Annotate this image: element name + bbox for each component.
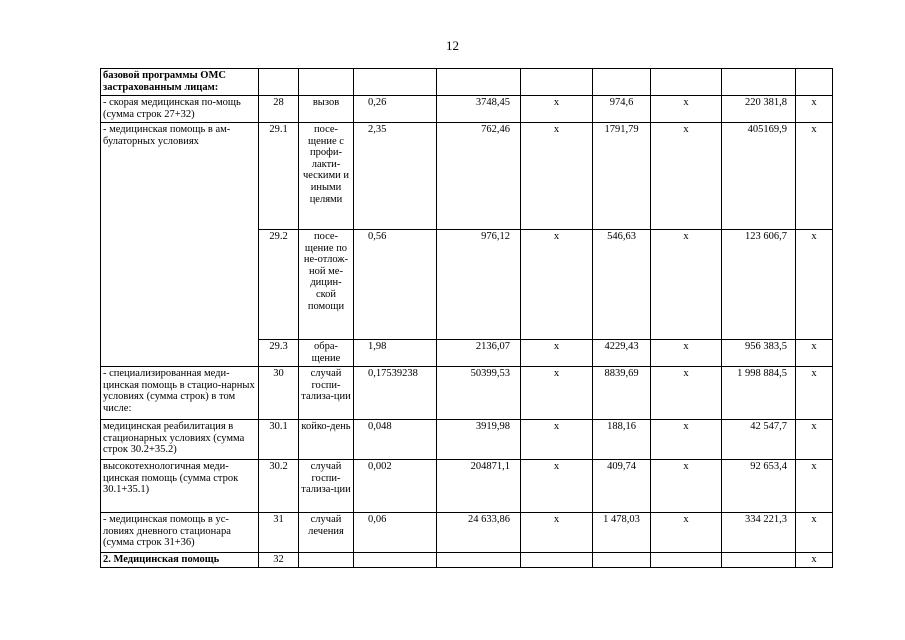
row-unit: койко-день [299, 420, 354, 460]
row-cost: 204871,1 [437, 460, 521, 513]
row-code: 30.2 [259, 460, 299, 513]
row-value: 409,74 [593, 460, 651, 513]
row-code: 29.3 [259, 340, 299, 367]
row-norm: 0,048 [354, 420, 437, 460]
row-total [722, 553, 796, 568]
row-total: 92 653,4 [722, 460, 796, 513]
row-cost: 24 633,86 [437, 513, 521, 553]
row-code [259, 69, 299, 96]
row-x2: х [651, 230, 722, 340]
row-x3: х [796, 96, 833, 123]
table-row [101, 513, 833, 553]
row-cost: 762,46 [437, 123, 521, 230]
page-number: 12 [446, 38, 459, 53]
row-total: 1 998 884,5 [722, 367, 796, 420]
row-norm: 1,98 [354, 340, 437, 367]
row-unit: случай госпи-тализа-ции [299, 460, 354, 513]
row-x3 [796, 69, 833, 96]
row-code: 30.1 [259, 420, 299, 460]
row-cost: 2136,07 [437, 340, 521, 367]
row-total: 956 383,5 [722, 340, 796, 367]
row-x3: х [796, 230, 833, 340]
row-x2 [651, 553, 722, 568]
row-norm: 0,06 [354, 513, 437, 553]
row-x1: х [521, 230, 593, 340]
table-row [101, 553, 833, 568]
row-value: 4229,43 [593, 340, 651, 367]
table-row [101, 96, 833, 123]
row-name: высокотехнологичная меди-цинская помощь (сумма строк 30.1+35.1) [101, 460, 259, 513]
row-x1: х [521, 340, 593, 367]
row-x1 [521, 553, 593, 568]
row-name: 2. Медицинская помощь [101, 553, 259, 568]
row-x2: х [651, 513, 722, 553]
row-x2: х [651, 367, 722, 420]
row-code: 29.1 [259, 123, 299, 230]
row-x2 [651, 69, 722, 96]
row-name: медицинская реабилитация в стационарных условиях (сумма строк 30.2+35.2) [101, 420, 259, 460]
row-total: 334 221,3 [722, 513, 796, 553]
row-cost: 976,12 [437, 230, 521, 340]
table-row [101, 420, 833, 460]
row-x1: х [521, 513, 593, 553]
row-name: базовой программы ОМС застрахованным лицам: [101, 69, 259, 96]
row-norm [354, 69, 437, 96]
row-code: 30 [259, 367, 299, 420]
row-x3: х [796, 513, 833, 553]
row-x1 [521, 69, 593, 96]
row-total: 42 547,7 [722, 420, 796, 460]
row-value: 1791,79 [593, 123, 651, 230]
row-x1: х [521, 123, 593, 230]
row-value: 1 478,03 [593, 513, 651, 553]
row-total [722, 69, 796, 96]
row-x1: х [521, 367, 593, 420]
row-code: 31 [259, 513, 299, 553]
row-code: 29.2 [259, 230, 299, 340]
row-total: 220 381,8 [722, 96, 796, 123]
row-x2: х [651, 123, 722, 230]
row-x1: х [521, 460, 593, 513]
row-x2: х [651, 340, 722, 367]
row-x2: х [651, 420, 722, 460]
row-norm: 0,56 [354, 230, 437, 340]
row-name: - медицинская помощь в ам-булаторных условиях [101, 123, 259, 367]
row-total: 123 606,7 [722, 230, 796, 340]
row-norm: 0,002 [354, 460, 437, 513]
row-norm: 2,35 [354, 123, 437, 230]
row-x1: х [521, 420, 593, 460]
row-code: 32 [259, 553, 299, 568]
row-unit: посе-щение по не-отлож-ной ме-дицин-ской помощи [299, 230, 354, 340]
row-value [593, 553, 651, 568]
row-value: 188,16 [593, 420, 651, 460]
row-x3: х [796, 460, 833, 513]
row-value [593, 69, 651, 96]
row-value: 974,6 [593, 96, 651, 123]
row-name: - скорая медицинская по-мощь (сумма строк 27+32) [101, 96, 259, 123]
row-cost: 50399,53 [437, 367, 521, 420]
row-unit: вызов [299, 96, 354, 123]
row-unit: случай лечения [299, 513, 354, 553]
row-cost: 3748,45 [437, 96, 521, 123]
row-x3: х [796, 123, 833, 230]
table-row [101, 367, 833, 420]
row-norm: 0,26 [354, 96, 437, 123]
row-unit: случай госпи-тализа-ции [299, 367, 354, 420]
row-x3: х [796, 367, 833, 420]
row-code: 28 [259, 96, 299, 123]
row-x1: х [521, 96, 593, 123]
row-cost [437, 553, 521, 568]
row-total: 405169,9 [722, 123, 796, 230]
row-name: - медицинская помощь в ус-ловиях дневного стационара (сумма строк 31+36) [101, 513, 259, 553]
row-x3: х [796, 340, 833, 367]
row-value: 546,63 [593, 230, 651, 340]
row-norm: 0,17539238 [354, 367, 437, 420]
row-unit [299, 69, 354, 96]
row-cost [437, 69, 521, 96]
row-x2: х [651, 460, 722, 513]
table-row [101, 460, 833, 513]
row-name: - специализированная меди-цинская помощь в стацио-нарных условиях (сумма строк) в том числе: [101, 367, 259, 420]
row-norm [354, 553, 437, 568]
row-unit: обра-щение [299, 340, 354, 367]
row-unit [299, 553, 354, 568]
row-x3: х [796, 420, 833, 460]
financing-table [100, 68, 833, 568]
row-x3: х [796, 553, 833, 568]
table-body [101, 69, 833, 568]
row-unit: посе-щение с профи-лакти-ческими и иными целями [299, 123, 354, 230]
row-x2: х [651, 96, 722, 123]
table-row [101, 123, 833, 230]
row-value: 8839,69 [593, 367, 651, 420]
table-row [101, 69, 833, 96]
row-cost: 3919,98 [437, 420, 521, 460]
